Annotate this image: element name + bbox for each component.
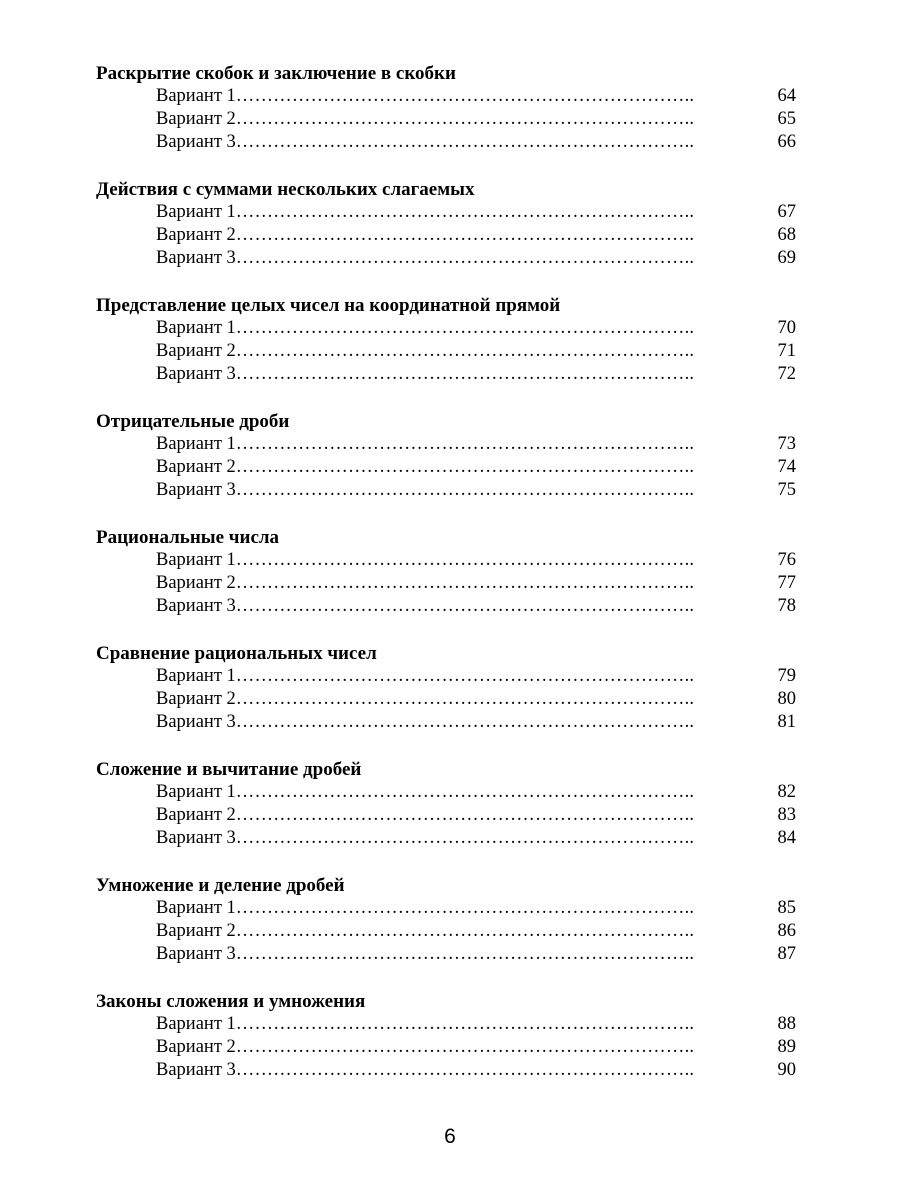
entry-page-number: 79 — [777, 666, 796, 686]
toc-entry[interactable] — [96, 827, 796, 850]
section-title: Действия с суммами нескольких слагаемых — [96, 179, 475, 200]
toc-section — [96, 526, 796, 618]
dot-leader: ……………………………………………………………….. — [235, 364, 695, 384]
dot-leader: ……………………………………………………………….. — [235, 480, 695, 500]
toc-entry[interactable] — [96, 363, 796, 386]
entry-page-number: 75 — [777, 480, 796, 500]
section-title: Законы сложения и умножения — [96, 991, 366, 1012]
dot-leader: ……………………………………………………………….. — [235, 805, 695, 825]
section-title: Умножение и деление дробей — [96, 875, 345, 896]
entry-page-number: 67 — [777, 202, 796, 222]
toc-entry[interactable] — [96, 108, 796, 131]
entry-page-number: 85 — [777, 898, 796, 918]
section-title: Сравнение рациональных чисел — [96, 643, 377, 664]
dot-leader: ……………………………………………………………….. — [235, 550, 695, 570]
toc-entry[interactable] — [96, 897, 796, 920]
dot-leader: ……………………………………………………………….. — [235, 1037, 695, 1057]
toc-section — [96, 990, 796, 1082]
entry-page-number: 86 — [777, 921, 796, 941]
toc-entry[interactable] — [96, 433, 796, 456]
entry-page-number: 80 — [777, 689, 796, 709]
toc-entry[interactable] — [96, 781, 796, 804]
entry-page-number: 77 — [777, 573, 796, 593]
entry-label: Вариант 3 — [156, 132, 236, 152]
dot-leader: ……………………………………………………………….. — [235, 921, 695, 941]
dot-leader: ……………………………………………………………….. — [235, 86, 695, 106]
entry-label: Вариант 3 — [156, 248, 236, 268]
entry-label: Вариант 1 — [156, 782, 236, 802]
dot-leader: ……………………………………………………………….. — [235, 944, 695, 964]
dot-leader: ……………………………………………………………….. — [235, 573, 695, 593]
toc-section — [96, 874, 796, 966]
entry-page-number: 83 — [777, 805, 796, 825]
dot-leader: ……………………………………………………………….. — [235, 132, 695, 152]
dot-leader: ……………………………………………………………….. — [235, 341, 695, 361]
toc-entry[interactable] — [96, 479, 796, 502]
toc-entry[interactable] — [96, 1059, 796, 1082]
section-title: Раскрытие скобок и заключение в скобки — [96, 63, 456, 84]
toc-entry[interactable] — [96, 131, 796, 154]
dot-leader: ……………………………………………………………….. — [235, 828, 695, 848]
toc-section — [96, 62, 796, 154]
entry-label: Вариант 2 — [156, 573, 236, 593]
entry-label: Вариант 2 — [156, 1037, 236, 1057]
toc-entry[interactable] — [96, 549, 796, 572]
entry-label: Вариант 3 — [156, 1060, 236, 1080]
table-of-contents — [96, 62, 796, 1106]
dot-leader: ……………………………………………………………….. — [235, 1060, 695, 1080]
entry-page-number: 90 — [777, 1060, 796, 1080]
entry-page-number: 64 — [777, 86, 796, 106]
entry-label: Вариант 1 — [156, 898, 236, 918]
toc-section — [96, 758, 796, 850]
entry-label: Вариант 3 — [156, 480, 236, 500]
entry-label: Вариант 3 — [156, 944, 236, 964]
entry-page-number: 66 — [777, 132, 796, 152]
dot-leader: ……………………………………………………………….. — [235, 318, 695, 338]
toc-entry[interactable] — [96, 1013, 796, 1036]
entry-page-number: 72 — [777, 364, 796, 384]
dot-leader: ……………………………………………………………….. — [235, 248, 695, 268]
entry-page-number: 73 — [777, 434, 796, 454]
dot-leader: ……………………………………………………………….. — [235, 434, 695, 454]
toc-section — [96, 294, 796, 386]
toc-entry[interactable] — [96, 340, 796, 363]
entry-label: Вариант 1 — [156, 550, 236, 570]
toc-entry[interactable] — [96, 201, 796, 224]
entry-page-number: 71 — [777, 341, 796, 361]
entry-page-number: 84 — [777, 828, 796, 848]
toc-entry[interactable] — [96, 804, 796, 827]
entry-label: Вариант 3 — [156, 596, 236, 616]
entry-page-number: 88 — [777, 1014, 796, 1034]
toc-section — [96, 642, 796, 734]
entry-label: Вариант 2 — [156, 225, 236, 245]
dot-leader: ……………………………………………………………….. — [235, 596, 695, 616]
toc-entry[interactable] — [96, 85, 796, 108]
toc-entry[interactable] — [96, 224, 796, 247]
toc-entry[interactable] — [96, 943, 796, 966]
toc-section — [96, 410, 796, 502]
entry-label: Вариант 2 — [156, 689, 236, 709]
dot-leader: ……………………………………………………………….. — [235, 1014, 695, 1034]
entry-page-number: 87 — [777, 944, 796, 964]
entry-page-number: 69 — [777, 248, 796, 268]
dot-leader: ……………………………………………………………….. — [235, 202, 695, 222]
section-title: Рациональные числа — [96, 527, 280, 548]
entry-label: Вариант 1 — [156, 666, 236, 686]
toc-entry[interactable] — [96, 688, 796, 711]
toc-entry[interactable] — [96, 317, 796, 340]
dot-leader: ……………………………………………………………….. — [235, 898, 695, 918]
toc-entry[interactable] — [96, 572, 796, 595]
toc-entry[interactable] — [96, 920, 796, 943]
entry-page-number: 81 — [777, 712, 796, 732]
dot-leader: ……………………………………………………………….. — [235, 712, 695, 732]
toc-entry[interactable] — [96, 665, 796, 688]
toc-entry[interactable] — [96, 711, 796, 734]
entry-label: Вариант 2 — [156, 341, 236, 361]
section-title: Отрицательные дроби — [96, 411, 290, 432]
entry-label: Вариант 2 — [156, 109, 236, 129]
page-number: 6 — [444, 1125, 456, 1148]
toc-entry[interactable] — [96, 247, 796, 270]
section-title: Представление целых чисел на координатной прямой — [96, 295, 561, 316]
entry-label: Вариант 3 — [156, 828, 236, 848]
entry-page-number: 74 — [777, 457, 796, 477]
dot-leader: ……………………………………………………………….. — [235, 689, 695, 709]
entry-label: Вариант 3 — [156, 364, 236, 384]
entry-page-number: 76 — [777, 550, 796, 570]
entry-label: Вариант 1 — [156, 1014, 236, 1034]
entry-page-number: 82 — [777, 782, 796, 802]
entry-label: Вариант 2 — [156, 457, 236, 477]
section-title: Сложение и вычитание дробей — [96, 759, 362, 780]
toc-entry[interactable] — [96, 1036, 796, 1059]
entry-label: Вариант 1 — [156, 434, 236, 454]
entry-label: Вариант 1 — [156, 202, 236, 222]
entry-label: Вариант 3 — [156, 712, 236, 732]
dot-leader: ……………………………………………………………….. — [235, 782, 695, 802]
entry-label: Вариант 1 — [156, 86, 236, 106]
dot-leader: ……………………………………………………………….. — [235, 225, 695, 245]
entry-label: Вариант 2 — [156, 921, 236, 941]
dot-leader: ……………………………………………………………….. — [235, 457, 695, 477]
dot-leader: ……………………………………………………………….. — [235, 109, 695, 129]
entry-page-number: 78 — [777, 596, 796, 616]
entry-label: Вариант 2 — [156, 805, 236, 825]
toc-section — [96, 178, 796, 270]
entry-page-number: 68 — [777, 225, 796, 245]
dot-leader: ……………………………………………………………….. — [235, 666, 695, 686]
entry-page-number: 65 — [777, 109, 796, 129]
toc-entry[interactable] — [96, 595, 796, 618]
entry-page-number: 89 — [777, 1037, 796, 1057]
entry-page-number: 70 — [777, 318, 796, 338]
toc-entry[interactable] — [96, 456, 796, 479]
entry-label: Вариант 1 — [156, 318, 236, 338]
